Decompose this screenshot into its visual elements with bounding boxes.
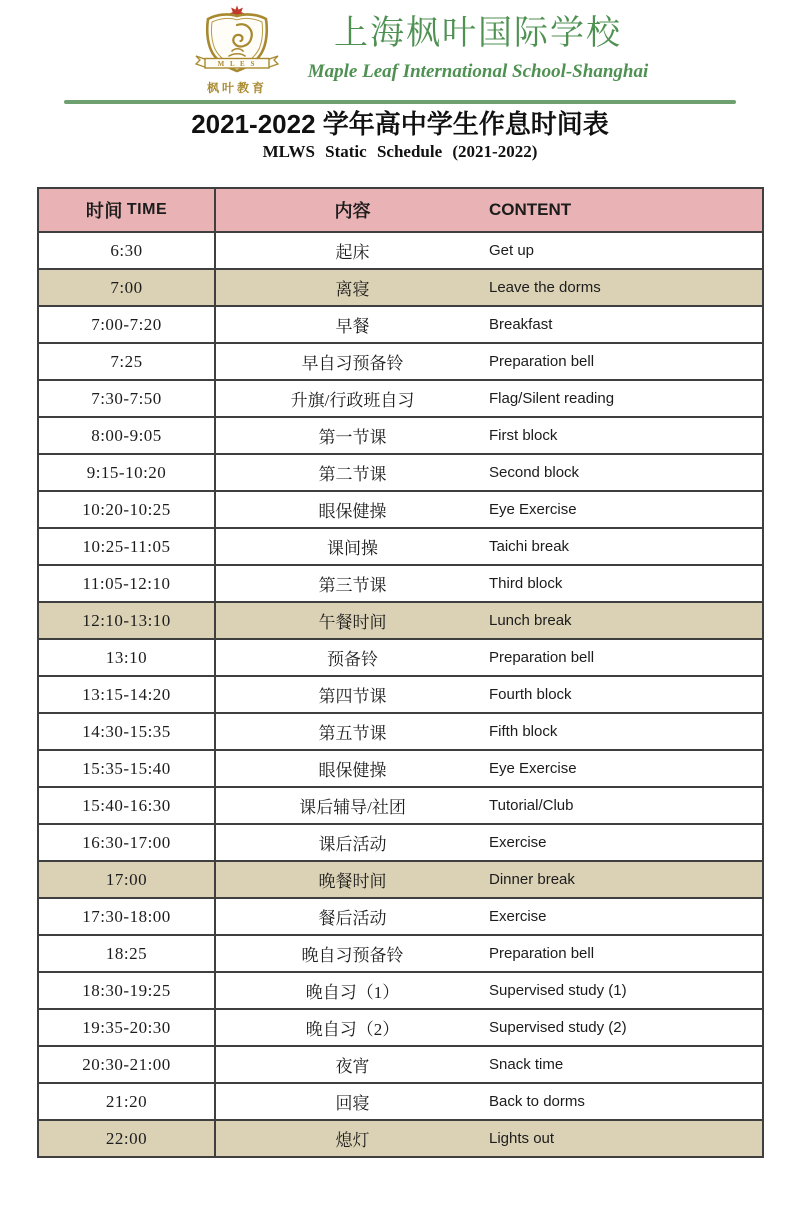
time-cell: 8:00-9:05 [39, 418, 216, 453]
content-cell [216, 603, 762, 638]
table-row [39, 231, 762, 268]
time-cell: 7:25 [39, 344, 216, 379]
content-cell [216, 936, 762, 971]
content-zh: 第四节课 [318, 687, 387, 707]
content-en: Dinner break [489, 871, 575, 889]
content-zh: 晚自习（2） [305, 1020, 400, 1040]
table-row [39, 490, 762, 527]
content-zh: 眼保健操 [318, 502, 387, 522]
table-row [39, 934, 762, 971]
time-cell: 10:20-10:25 [39, 492, 216, 527]
content-en: Leave the dorms [489, 279, 601, 297]
content-cell [216, 714, 762, 749]
table-row [39, 860, 762, 897]
page-title: 2021-2022 学年高中学生作息时间表 [191, 109, 609, 139]
time-cell: 21:20 [39, 1084, 216, 1119]
content-zh: 晚餐时间 [318, 872, 387, 892]
content-en: Lunch break [489, 612, 572, 630]
time-cell: 17:30-18:00 [39, 899, 216, 934]
time-cell: 7:00-7:20 [39, 307, 216, 342]
content-zh: 离寝 [335, 280, 370, 300]
time-cell: 19:35-20:30 [39, 1010, 216, 1045]
content-zh: 午餐时间 [318, 613, 387, 633]
table-row [39, 823, 762, 860]
schedule-table [37, 187, 764, 1158]
content-zh: 第一节课 [318, 428, 387, 448]
content-cell [216, 751, 762, 786]
table-body [39, 231, 762, 1156]
ribbon-text: M L E S [217, 60, 257, 68]
content-en: Eye Exercise [489, 760, 577, 778]
content-en: Taichi break [489, 538, 570, 556]
content-en: Preparation bell [489, 945, 595, 963]
content-en: Preparation bell [489, 353, 595, 371]
time-cell: 18:25 [39, 936, 216, 971]
table-row [39, 897, 762, 934]
time-cell: 7:30-7:50 [39, 381, 216, 416]
time-cell: 20:30-21:00 [39, 1047, 216, 1082]
content-en: Breakfast [489, 316, 553, 334]
school-logo-crest [190, 5, 284, 96]
school-name-en: Maple Leaf International School-Shanghai [307, 60, 649, 82]
content-en: Supervised study (1) [489, 982, 627, 1000]
content-zh: 第二节课 [318, 465, 387, 485]
content-zh: 早自习预备铃 [301, 354, 404, 374]
content-cell [216, 566, 762, 601]
content-header-zh: 内容 [334, 201, 371, 222]
content-en: Second block [489, 464, 580, 482]
time-cell: 7:00 [39, 270, 216, 305]
time-cell: 15:40-16:30 [39, 788, 216, 823]
content-cell [216, 1047, 762, 1082]
content-cell [216, 1084, 762, 1119]
content-cell [216, 492, 762, 527]
content-zh: 夜宵 [335, 1057, 370, 1077]
content-cell [216, 862, 762, 897]
content-en: Third block [489, 575, 563, 593]
content-en: Tutorial/Club [489, 797, 574, 815]
table-row [39, 564, 762, 601]
table-row [39, 527, 762, 564]
content-en: Exercise [489, 908, 547, 926]
content-zh: 晚自习预备铃 [301, 946, 404, 966]
divider-line [64, 100, 736, 104]
logo-caption: 枫叶教育 [206, 81, 267, 95]
content-cell [216, 455, 762, 490]
time-cell: 6:30 [39, 233, 216, 268]
content-zh: 课间操 [327, 539, 378, 559]
content-cell [216, 344, 762, 379]
table-row [39, 342, 762, 379]
content-en: Back to dorms [489, 1093, 585, 1111]
content-cell [216, 825, 762, 860]
content-cell [216, 677, 762, 712]
table-row [39, 712, 762, 749]
time-cell: 16:30-17:00 [39, 825, 216, 860]
content-zh: 预备铃 [327, 650, 378, 670]
table-row [39, 971, 762, 1008]
time-cell: 15:35-15:40 [39, 751, 216, 786]
time-column-header [39, 189, 216, 231]
content-en: Flag/Silent reading [489, 390, 615, 408]
content-cell [216, 307, 762, 342]
content-en: Lights out [489, 1130, 555, 1148]
content-cell [216, 270, 762, 305]
content-cell [216, 233, 762, 268]
table-row [39, 1008, 762, 1045]
table-row [39, 786, 762, 823]
school-name-zh: 上海枫叶国际学校 [334, 15, 622, 52]
page-subtitle: MLWS Static Schedule (2021-2022) [262, 141, 538, 161]
time-cell: 13:10 [39, 640, 216, 675]
content-zh: 课后辅导/社团 [299, 798, 406, 818]
content-en: Preparation bell [489, 649, 595, 667]
table-row [39, 453, 762, 490]
table-row [39, 1045, 762, 1082]
content-zh: 升旗/行政班自习 [290, 391, 415, 411]
school-names [288, 14, 668, 83]
table-row [39, 675, 762, 712]
content-en: Fifth block [489, 723, 558, 741]
content-cell [216, 381, 762, 416]
table-row [39, 1082, 762, 1119]
content-zh: 餐后活动 [318, 909, 387, 929]
content-en: Get up [489, 242, 535, 260]
content-zh: 回寝 [335, 1094, 370, 1114]
time-header-en: TIME [126, 201, 168, 219]
content-en: Fourth block [489, 686, 572, 704]
table-row [39, 268, 762, 305]
content-zh: 第三节课 [318, 576, 387, 596]
content-header-en: CONTENT [489, 200, 572, 220]
school-header [0, 0, 800, 100]
content-en: Snack time [489, 1056, 564, 1074]
time-cell: 18:30-19:25 [39, 973, 216, 1008]
time-cell: 10:25-11:05 [39, 529, 216, 564]
content-zh: 第五节课 [318, 724, 387, 744]
content-cell [216, 1010, 762, 1045]
table-row [39, 1119, 762, 1156]
table-row [39, 638, 762, 675]
table-row [39, 305, 762, 342]
time-cell: 9:15-10:20 [39, 455, 216, 490]
content-zh: 课后活动 [318, 835, 387, 855]
content-cell [216, 640, 762, 675]
content-zh: 起床 [335, 243, 370, 263]
time-cell: 17:00 [39, 862, 216, 897]
content-cell [216, 973, 762, 1008]
content-zh: 早餐 [335, 317, 370, 337]
content-cell [216, 788, 762, 823]
content-column-header [216, 189, 762, 231]
content-cell [216, 899, 762, 934]
content-cell [216, 529, 762, 564]
content-cell [216, 418, 762, 453]
time-cell: 12:10-13:10 [39, 603, 216, 638]
time-cell: 13:15-14:20 [39, 677, 216, 712]
time-cell: 14:30-15:35 [39, 714, 216, 749]
time-cell: 22:00 [39, 1121, 216, 1156]
content-zh: 熄灯 [335, 1131, 370, 1151]
content-en: First block [489, 427, 558, 445]
time-header-zh: 时间 [85, 201, 123, 222]
table-header-row [39, 189, 762, 231]
content-zh: 晚自习（1） [305, 983, 400, 1003]
content-en: Eye Exercise [489, 501, 577, 519]
table-row [39, 416, 762, 453]
content-en: Supervised study (2) [489, 1019, 627, 1037]
table-row [39, 601, 762, 638]
crest-icon [190, 5, 284, 73]
content-en: Exercise [489, 834, 547, 852]
table-row [39, 749, 762, 786]
content-zh: 眼保健操 [318, 761, 387, 781]
content-cell [216, 1121, 762, 1156]
table-row [39, 379, 762, 416]
time-cell: 11:05-12:10 [39, 566, 216, 601]
